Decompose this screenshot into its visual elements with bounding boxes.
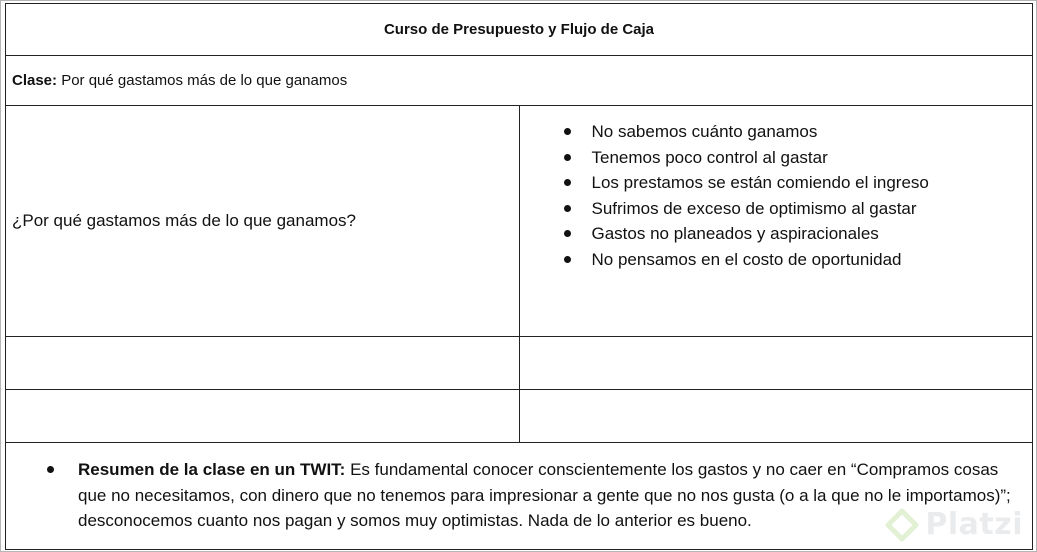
- summary-cell: [6, 443, 1033, 550]
- answer-item: Sufrimos de exceso de optimismo al gastar: [592, 196, 1033, 222]
- watermark-text: Platzi: [925, 507, 1023, 542]
- empty-cell: [519, 390, 1033, 443]
- title-row: [6, 4, 1033, 56]
- answers-cell: [519, 106, 1033, 337]
- empty-cell: [6, 390, 520, 443]
- summary-label: Resumen de la clase en un TWIT:: [78, 460, 346, 479]
- empty-row: [6, 390, 1033, 443]
- question-row: [6, 106, 1033, 337]
- course-title: Curso de Presupuesto y Flujo de Caja: [6, 4, 1033, 56]
- answer-item: No sabemos cuánto ganamos: [592, 119, 1033, 145]
- notes-table: [5, 3, 1033, 550]
- answers-list: [520, 106, 1033, 273]
- empty-cell: [6, 337, 520, 390]
- empty-cell: [519, 337, 1033, 390]
- clase-label: Clase:: [12, 72, 58, 89]
- question-text: ¿Por qué gastamos más de lo que ganamos?: [6, 106, 520, 337]
- clase-cell: [6, 56, 1033, 106]
- summary-row: [6, 443, 1033, 550]
- clase-row: [6, 56, 1033, 106]
- summary-paragraph: [78, 457, 1022, 534]
- answer-item: Los prestamos se están comiendo el ingreso: [592, 170, 1033, 196]
- empty-row: [6, 337, 1033, 390]
- answer-item: Gastos no planeados y aspiracionales: [592, 221, 1033, 247]
- answer-item: No pensamos en el costo de oportunidad: [592, 247, 1033, 273]
- summary-text: Es fundamental conocer conscientemente los gastos y no caer en “Compramos cosas que no necesitamos, con dinero que no tenemos para impresionar a gente que no nos gusta (o a la que no le importamos)”; desconocemos cuanto nos pagan y somos muy optimistas. Nada de lo anterior es bueno.: [78, 460, 1011, 530]
- clase-value: Por qué gastamos más de lo que ganamos: [61, 72, 348, 89]
- answer-item: Tenemos poco control al gastar: [592, 145, 1033, 171]
